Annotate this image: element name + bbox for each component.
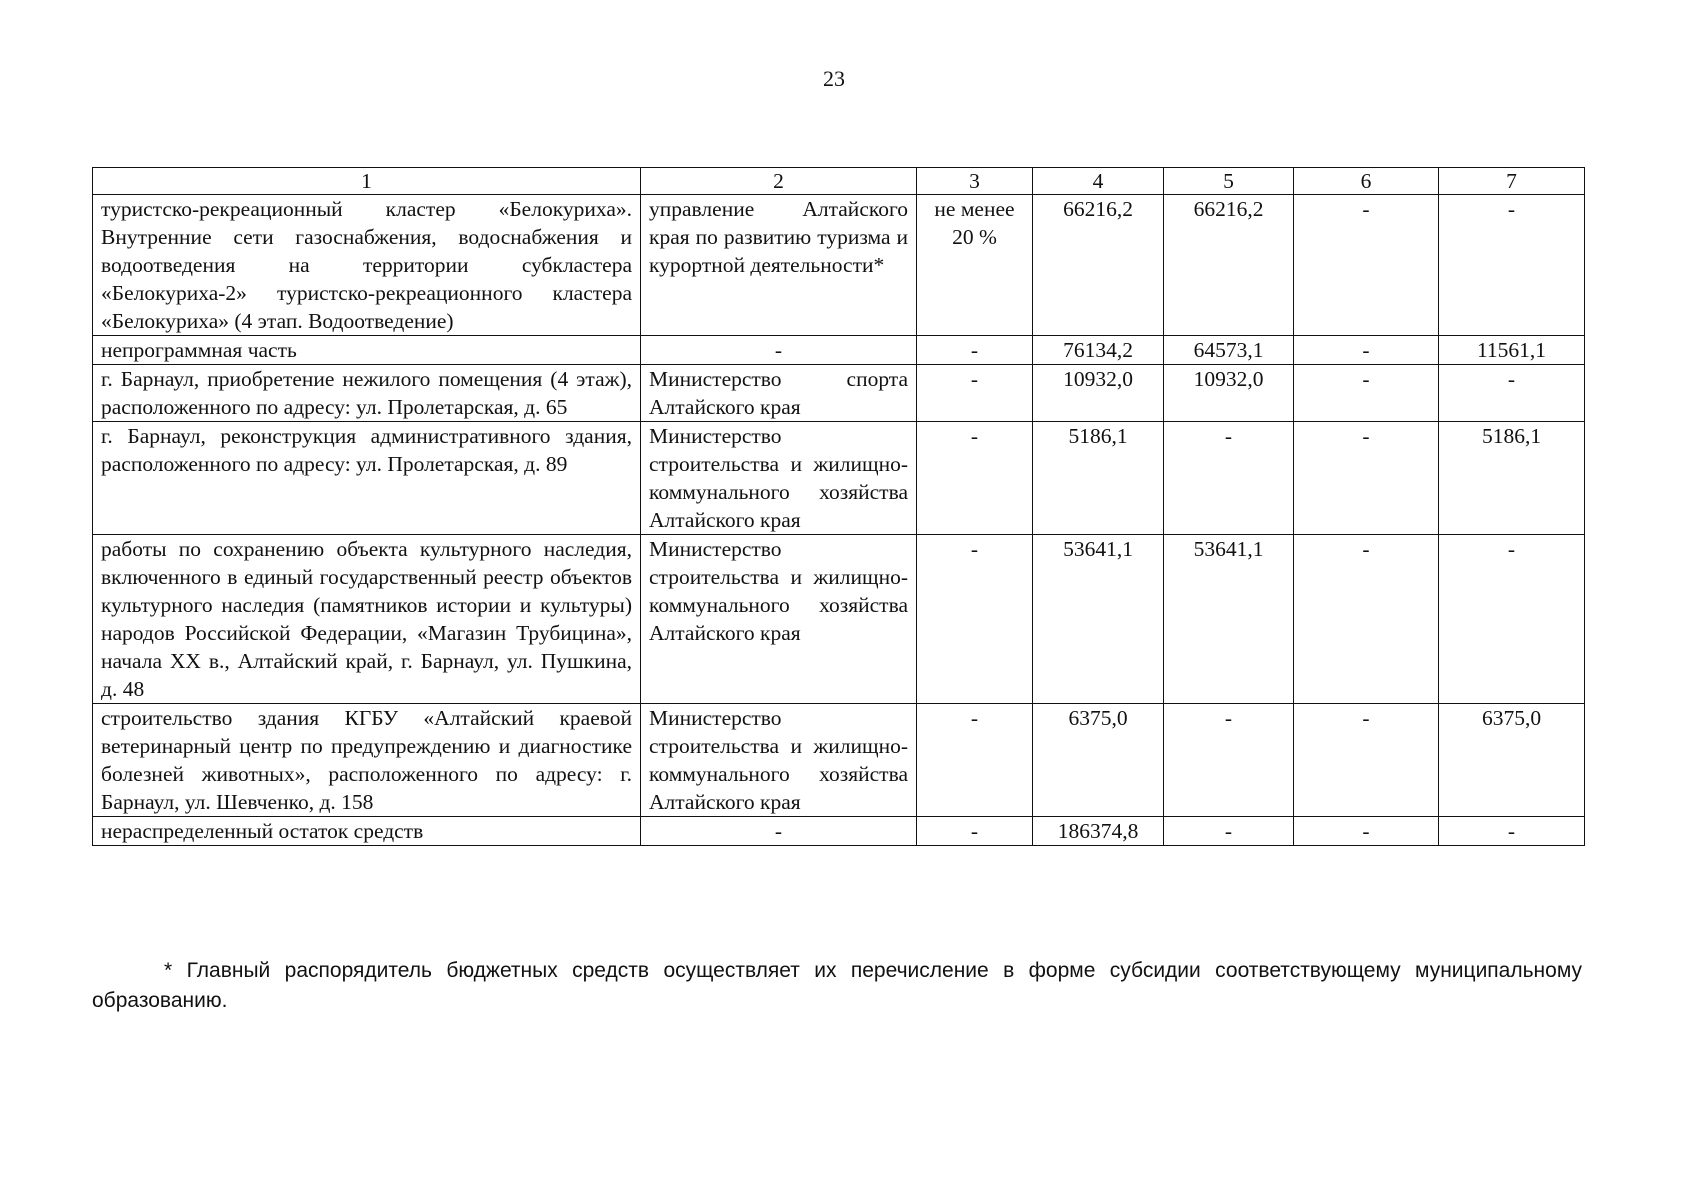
- administrator-cell: -: [641, 817, 917, 846]
- table-row: [93, 535, 1585, 704]
- total-cell: 66216,2: [1033, 195, 1164, 336]
- value-cell: -: [1439, 365, 1585, 422]
- cofinancing-cell: не менее 20 %: [917, 195, 1033, 336]
- table-row: [93, 336, 1585, 365]
- column-header: 1: [93, 168, 641, 195]
- total-cell: 5186,1: [1033, 422, 1164, 535]
- total-cell: 6375,0: [1033, 704, 1164, 817]
- administrator-cell: Министерство строительства и жилищно-коммунального хозяйства Алтайского края: [641, 704, 917, 817]
- value-cell: 5186,1: [1439, 422, 1585, 535]
- value-cell: -: [1439, 817, 1585, 846]
- total-cell: 76134,2: [1033, 336, 1164, 365]
- table-row: [93, 817, 1585, 846]
- value-cell: -: [1164, 422, 1294, 535]
- value-cell: 6375,0: [1439, 704, 1585, 817]
- table-row: [93, 365, 1585, 422]
- column-header: 2: [641, 168, 917, 195]
- cofinancing-cell: -: [917, 535, 1033, 704]
- column-header: 5: [1164, 168, 1294, 195]
- value-cell: -: [1294, 422, 1439, 535]
- value-cell: -: [1439, 535, 1585, 704]
- total-cell: 53641,1: [1033, 535, 1164, 704]
- administrator-cell: Министерство строительства и жилищно-коммунального хозяйства Алтайского края: [641, 535, 917, 704]
- object-name-cell: г. Барнаул, приобретение нежилого помещения (4 этаж), расположенного по адресу: ул. Пролетарская, д. 65: [93, 365, 641, 422]
- value-cell: -: [1164, 704, 1294, 817]
- value-cell: -: [1294, 365, 1439, 422]
- object-name-cell: нераспределенный остаток средств: [93, 817, 641, 846]
- column-header: 7: [1439, 168, 1585, 195]
- cofinancing-cell: -: [917, 365, 1033, 422]
- column-header: 6: [1294, 168, 1439, 195]
- column-header: 4: [1033, 168, 1164, 195]
- table-row: [93, 195, 1585, 336]
- object-name-cell: строительство здания КГБУ «Алтайский краевой ветеринарный центр по предупреждению и диагностике болезней животных», расположенного по адресу: г. Барнаул, ул. Шевченко, д. 158: [93, 704, 641, 817]
- table-header-row: [93, 168, 1585, 195]
- value-cell: 64573,1: [1164, 336, 1294, 365]
- footnote: * Главный распорядитель бюджетных средств осуществляет их перечисление в форме субсидии соответствующему муниципальному образованию.: [92, 959, 1582, 1012]
- value-cell: -: [1294, 535, 1439, 704]
- value-cell: -: [1294, 817, 1439, 846]
- administrator-cell: управление Алтайского края по развитию туризма и курортной деятельности*: [641, 195, 917, 336]
- cofinancing-cell: -: [917, 422, 1033, 535]
- value-cell: 53641,1: [1164, 535, 1294, 704]
- cofinancing-cell: -: [917, 704, 1033, 817]
- object-name-cell: работы по сохранению объекта культурного наследия, включенного в единый государственный реестр объектов культурного наследия (памятников истории и культуры) народов Российской Федерации, «Магазин Трубицина», начала XX в., Алтайский край, г. Барнаул, ул. Пушкина, д. 48: [93, 535, 641, 704]
- value-cell: -: [1294, 195, 1439, 336]
- cofinancing-cell: -: [917, 817, 1033, 846]
- value-cell: -: [1294, 704, 1439, 817]
- object-name-cell: непрограммная часть: [93, 336, 641, 365]
- value-cell: -: [1439, 195, 1585, 336]
- administrator-cell: Министерство спорта Алтайского края: [641, 365, 917, 422]
- page-number: 23: [823, 66, 845, 91]
- column-header: 3: [917, 168, 1033, 195]
- table-row: [93, 422, 1585, 535]
- administrator-cell: -: [641, 336, 917, 365]
- cofinancing-cell: -: [917, 336, 1033, 365]
- value-cell: 10932,0: [1164, 365, 1294, 422]
- budget-table: [92, 167, 1585, 846]
- object-name-cell: г. Барнаул, реконструкция административного здания, расположенного по адресу: ул. Пролетарская, д. 89: [93, 422, 641, 535]
- object-name-cell: туристско-рекреационный кластер «Белокуриха». Внутренние сети газоснабжения, водоснабжения и водоотведения на территории субкластера «Белокуриха-2» туристско-рекреационного кластера «Белокуриха» (4 этап. Водоотведение): [93, 195, 641, 336]
- value-cell: -: [1164, 817, 1294, 846]
- total-cell: 186374,8: [1033, 817, 1164, 846]
- value-cell: 66216,2: [1164, 195, 1294, 336]
- value-cell: -: [1294, 336, 1439, 365]
- total-cell: 10932,0: [1033, 365, 1164, 422]
- table-row: [93, 704, 1585, 817]
- value-cell: 11561,1: [1439, 336, 1585, 365]
- administrator-cell: Министерство строительства и жилищно-коммунального хозяйства Алтайского края: [641, 422, 917, 535]
